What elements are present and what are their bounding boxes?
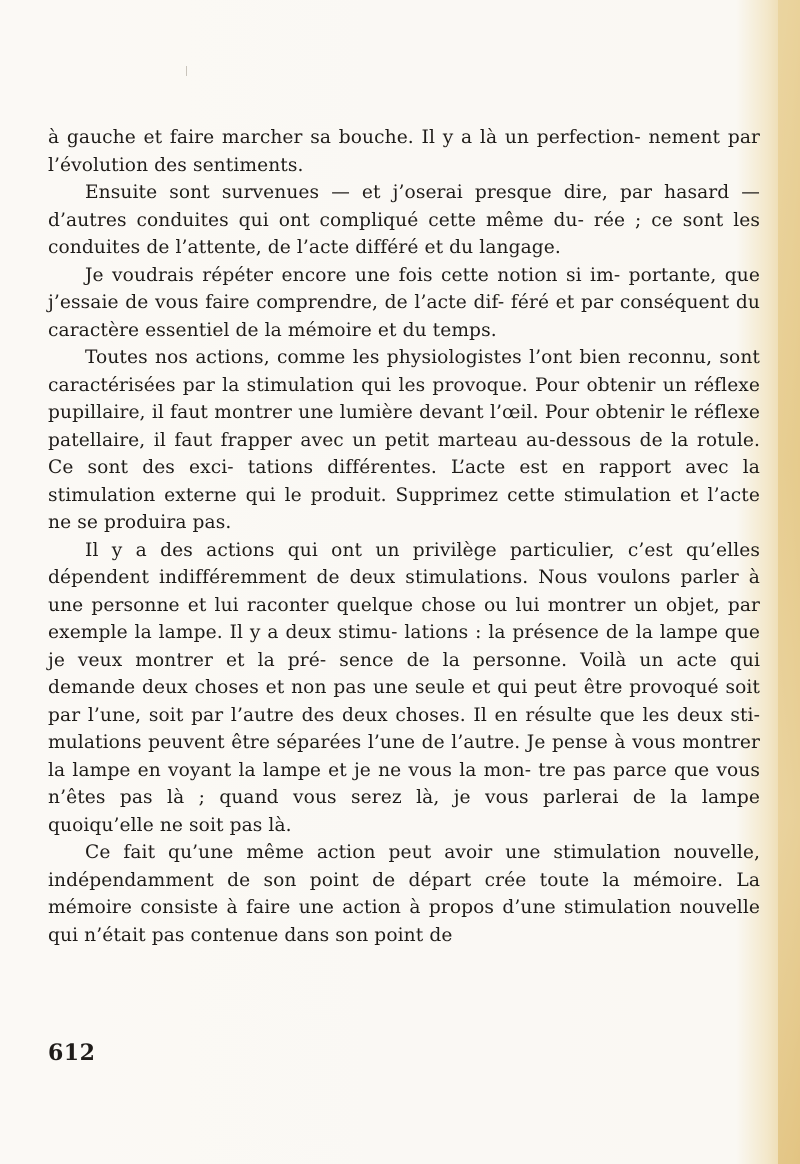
paragraph-3: Je voudrais répéter encore une fois cette notion si im- portante, que j’essaie de vous faire comprendre, de l’acte dif- féré et par conséquent du caractère essentiel de la mémoire et du temps. [48, 264, 760, 341]
paragraph-1: à gauche et faire marcher sa bouche. Il y a là un perfection- nement par l’évolution des sentiments. [48, 127, 760, 176]
paragraph-6: Ce fait qu’une même action peut avoir une stimulation nouvelle, indépendamment de son point de départ crée toute la mémoire. La mémoire consiste à faire une action à propos d’une stimulation nouvelle qui n’était pas contenue dans son point de [48, 842, 760, 946]
body-text [48, 124, 760, 949]
paragraph-5: Il y a des actions qui ont un privilège particulier, c’est qu’elles dépendent indifféremment de deux stimulations. Nous voulons parler à une personne et lui raconter quelque chose ou lui montrer un objet, par exemple la lampe. Il y a deux stimu- lations : la présence de la lampe que je veux montrer et la pré- sence de la personne. Voilà un acte qui demande deux choses et non pas une seule et qui peut être provoqué soit par l’une, soit par l’autre des deux choses. Il en résulte que les deux sti- mulations peuvent être séparées l’une de l’autre. Je pense à vous montrer la lampe en voyant la lampe et je ne vous la mon- tre pas parce que vous n’êtes pas là ; quand vous serez là, je vous parlerai de la lampe quoiqu’elle ne soit pas là. [48, 539, 760, 836]
page-edge-discoloration [778, 0, 800, 1164]
paragraph-2: Ensuite sont survenues — et j’oserai presque dire, par hasard — d’autres conduites qui ont compliqué cette même du- rée ; ce sont les conduites de l’attente, de l’acte différé et du langage. [48, 182, 760, 258]
page-number: 612 [48, 1040, 96, 1066]
paragraph-4: Toutes nos actions, comme les physiologistes l’ont bien reconnu, sont caractérisées par la stimulation qui les provoque. Pour obtenir un réflexe pupillaire, il faut montrer une lumière devant l’œil. Pour obtenir le réflexe patellaire, il faut frapper avec un petit marteau au-dessous de la rotule. Ce sont des exci- tations différentes. L’acte est en rapport avec la stimulation externe qui le produit. Supprimez cette stimulation et l’acte ne se produira pas. [48, 347, 760, 533]
paper-mark [186, 66, 187, 76]
